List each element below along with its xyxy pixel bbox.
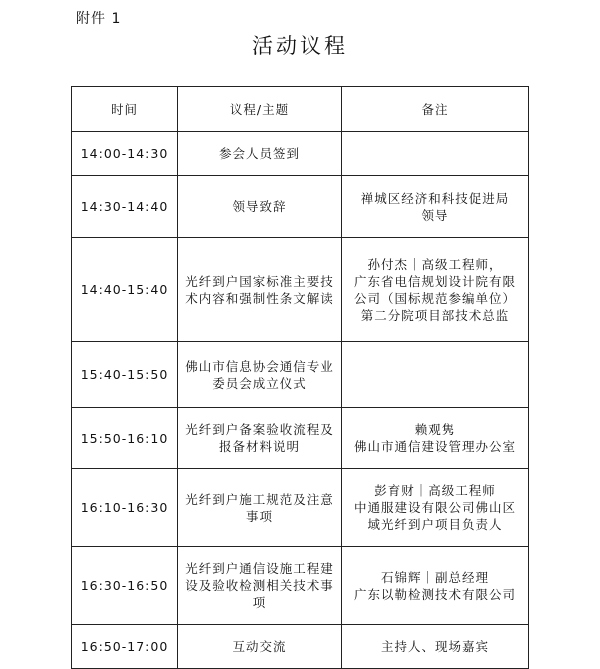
table-row bbox=[72, 625, 529, 669]
topic-cell: 光纤到户施工规范及注意事项 bbox=[178, 469, 342, 547]
page-title: 活动议程 bbox=[252, 34, 348, 58]
table-row bbox=[72, 176, 529, 238]
note-cell: 彭育财｜高级工程师 中通服建设有限公司佛山区域光纤到户项目负责人 bbox=[342, 469, 529, 547]
time-cell: 14:40-15:40 bbox=[72, 238, 178, 342]
note-cell: 孙付杰｜高级工程师， 广东省电信规划设计院有限公司（国标规范参编单位）第二分院项目部技术总监 bbox=[342, 238, 529, 342]
topic-cell: 光纤到户通信设施工程建设及验收检测相关技术事项 bbox=[178, 547, 342, 625]
time-cell: 15:50-16:10 bbox=[72, 408, 178, 469]
time-cell: 16:10-16:30 bbox=[72, 469, 178, 547]
topic-cell: 佛山市信息协会通信专业委员会成立仪式 bbox=[178, 342, 342, 408]
table-row bbox=[72, 132, 529, 176]
header-topic: 议程/主题 bbox=[178, 87, 342, 132]
topic-cell: 光纤到户备案验收流程及报备材料说明 bbox=[178, 408, 342, 469]
time-cell: 16:30-16:50 bbox=[72, 547, 178, 625]
topic-cell: 互动交流 bbox=[178, 625, 342, 669]
table-row bbox=[72, 238, 529, 342]
topic-cell: 参会人员签到 bbox=[178, 132, 342, 176]
table-row bbox=[72, 547, 529, 625]
attachment-label: 附件 1 bbox=[76, 11, 122, 27]
topic-cell: 光纤到户国家标准主要技术内容和强制性条文解读 bbox=[178, 238, 342, 342]
table-row bbox=[72, 342, 529, 408]
note-cell: 主持人、现场嘉宾 bbox=[342, 625, 529, 669]
table-row bbox=[72, 469, 529, 547]
time-cell: 14:30-14:40 bbox=[72, 176, 178, 238]
topic-cell: 领导致辞 bbox=[178, 176, 342, 238]
table-row bbox=[72, 408, 529, 469]
time-cell: 16:50-17:00 bbox=[72, 625, 178, 669]
note-cell bbox=[342, 342, 529, 408]
header-note: 备注 bbox=[342, 87, 529, 132]
note-cell: 石锦辉｜副总经理 广东以勒检测技术有限公司 bbox=[342, 547, 529, 625]
note-cell bbox=[342, 132, 529, 176]
time-cell: 14:00-14:30 bbox=[72, 132, 178, 176]
table-header-row bbox=[72, 87, 529, 132]
time-cell: 15:40-15:50 bbox=[72, 342, 178, 408]
agenda-table bbox=[71, 86, 529, 669]
note-cell: 禅城区经济和科技促进局 领导 bbox=[342, 176, 529, 238]
header-time: 时间 bbox=[72, 87, 178, 132]
note-cell: 赖观隽 佛山市通信建设管理办公室 bbox=[342, 408, 529, 469]
